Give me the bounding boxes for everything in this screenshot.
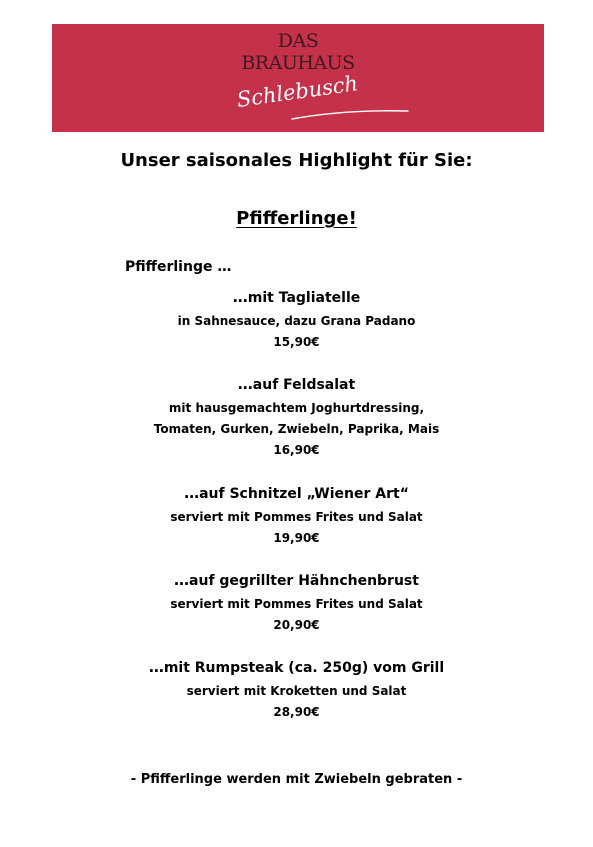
menu-item-price: 16,90€ — [273, 443, 320, 457]
menu-item-dots: … — [232, 288, 248, 306]
menu-item-description — [0, 507, 593, 528]
menu-item-title — [0, 374, 593, 395]
menu-item-title — [0, 483, 593, 504]
menu-item-description-line: serviert mit Kroketten und Salat — [186, 684, 407, 698]
menu-item — [0, 570, 593, 636]
menu-item-description — [0, 681, 593, 702]
menu-item-price: 20,90€ — [273, 618, 320, 632]
menu-item-dots: … — [148, 658, 164, 676]
menu-item-title-text: auf gegrillter Hähnchenbrust — [189, 573, 419, 589]
intro-text: Pfifferlinge … — [125, 259, 232, 275]
page-heading: Unser saisonales Highlight für Sie: — [120, 150, 473, 171]
menu-item-dots: … — [237, 375, 253, 393]
menu-item — [0, 374, 593, 461]
menu-item-description-line: in Sahnesauce, dazu Grana Padano — [177, 314, 416, 328]
menu-item-title-text: mit Tagliatelle — [247, 290, 361, 306]
menu-item-title-text: auf Feldsalat — [252, 377, 356, 393]
menu-item-title — [0, 570, 593, 591]
menu-item-price: 28,90€ — [273, 705, 320, 719]
menu-item-description-line: serviert mit Pommes Frites und Salat — [170, 510, 423, 524]
logo-line-das: DAS — [277, 30, 319, 52]
footer-note: - Pfifferlinge werden mit Zwiebeln gebraten - — [130, 772, 463, 787]
menu-item-description-line: mit hausgemachtem Joghurtdressing, — [168, 401, 425, 415]
page-subheading — [0, 208, 593, 229]
menu-item-description — [0, 311, 593, 332]
menu-item-title — [0, 657, 593, 678]
menu-item — [0, 287, 593, 353]
menu-item-price: 15,90€ — [273, 335, 320, 349]
logo-line-brauhaus: BRAUHAUS — [241, 52, 355, 74]
menu-item-title-text: mit Rumpsteak (ca. 250g) vom Grill — [163, 660, 445, 676]
logo-script-schlebusch: Schlebusch — [235, 71, 360, 112]
menu-item-title — [0, 287, 593, 308]
menu-item-title-text: auf Schnitzel „Wiener Art“ — [199, 486, 409, 502]
subheading-text: Pfifferlinge! — [236, 208, 357, 229]
menu-item-description-line: Tomaten, Gurken, Zwiebeln, Paprika, Mais — [153, 422, 440, 436]
menu-item — [0, 483, 593, 549]
menu-item-description — [0, 594, 593, 615]
menu-item-dots: … — [184, 484, 200, 502]
logo-swoosh-icon — [290, 108, 410, 122]
menu-item-dots: … — [174, 571, 190, 589]
menu-item-description-line: serviert mit Pommes Frites und Salat — [170, 597, 423, 611]
menu-item — [0, 657, 593, 723]
menu-item-description — [0, 398, 593, 440]
menu-item-price: 19,90€ — [273, 531, 320, 545]
brauhaus-logo — [52, 24, 544, 132]
header-banner — [52, 24, 544, 132]
